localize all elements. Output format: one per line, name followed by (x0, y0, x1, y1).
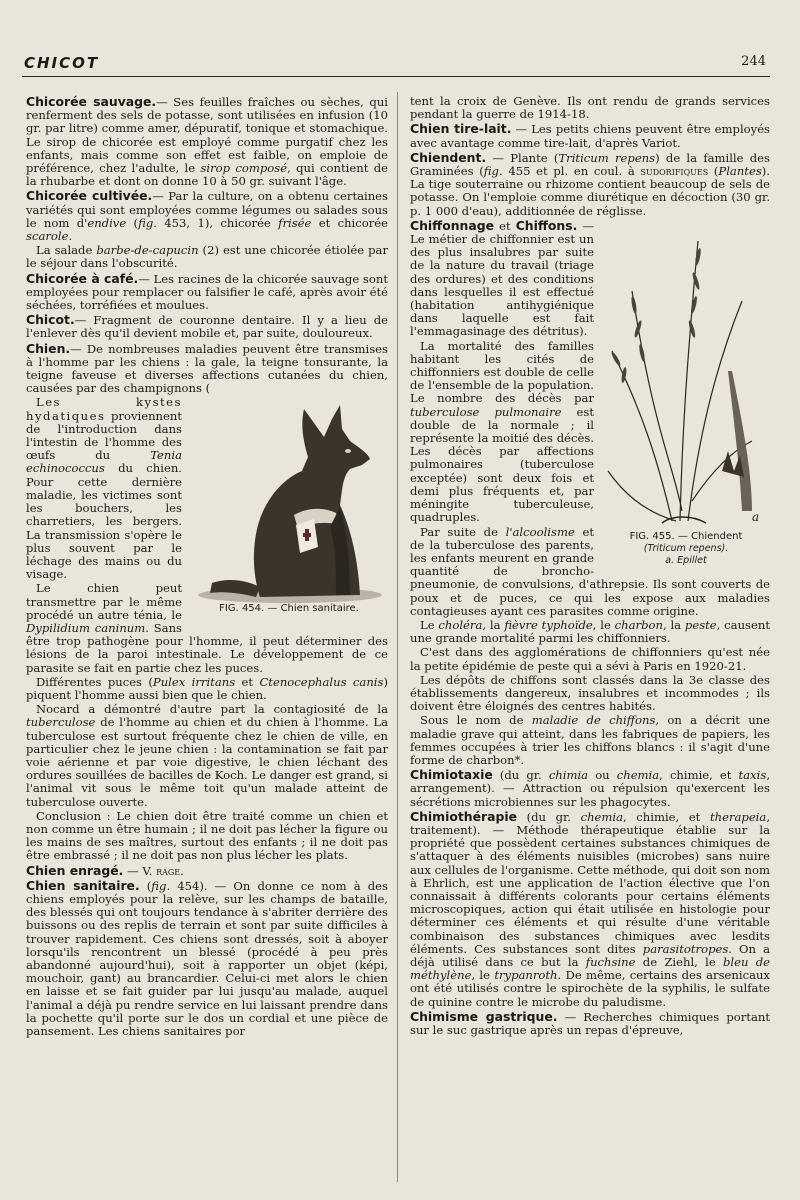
entry-chien-enrage: Chien enragé. — V. rage. (26, 862, 184, 878)
figure-label-a: a (752, 509, 760, 524)
plant-illustration (602, 221, 770, 531)
paragraph-continued: tent la croix de Genève. Ils ont rendu de grands services pendant la guerre de 1914-18. (410, 94, 770, 122)
entry-chicoree-sauvage: Chicorée sauvage.— Ses feuilles fraîches ou sèches, qui renferment des sels de potasse, sont utilisées en infusion (10 gr. par litre) comme amer, dépuratif, tonique et stomachique. Le sirop de chicorée est employé comme purgatif chez les enfants, mais comme son effet est faible, on emploie de préférence, chez l'adulte, le sirop composé, qui contient de la rhubarbe et dont on donne 10 à 50 gr. suivant l'âge. (26, 94, 388, 189)
paragraph-cholera: Le choléra, la fièvre typhoïde, le charbon, la peste, causent une grande mortalité parmi les chiffonniers. (410, 617, 770, 646)
entry-chimiotaxie: Chimiotaxie (du gr. chimia ou chemia, chimie, et taxis, arrangement). — Attraction ou répulsion qu'exercent les sécrétions microbiennes sur les phagocytes. (410, 767, 771, 809)
headword: Chien. (26, 340, 71, 356)
paragraph-tenia: Le chien peut transmettre par le même procédé un autre ténia, le Dypilidium caninum. Sans être trop pathogène pour l'homme, il peut déterminer des lésions de la paroi intestinale. Le développement de ce parasite se fait en partie chez les puces. (26, 581, 388, 675)
headword: Chien enragé. (26, 862, 124, 878)
entry-chiendent: Chiendent. — Plante (Triticum repens) de la famille des Graminées (fig. 455 et pl. en coul. à sudorifiques (Plantes). La tige souterraine ou rhizome contient beaucoup de sels de potasse. On l'emploie comme diurétique en décoction (30 gr. p. 1 000 d'eau), additionnée de réglisse. (410, 149, 770, 218)
headword: Chicorée sauvage. (26, 94, 157, 109)
paragraph-peste: C'est dans des agglomérations de chiffonniers qu'est née la petite épidémie de peste qui a sévi à Paris en 1920-21. (410, 645, 770, 673)
entry-chimiotherapie: Chimiothérapie (du gr. chemia, chimie, et therapeia, traitement). — Méthode thérapeutique établie sur la propriété que possèdent certaines substances chimiques de s'attaquer à des éléments nuisibles (microbes) sans nuire aux cellules de l'organisme. Cette méthode, qui doit son nom à Ehrlich, est une application de l'action élective que l'on connaissait à différents colorants pour certains éléments microscopiques, action qui était utilisée en histologie pour déterminer ces éléments et qui résulte d'une véritable combinaison des substances chimiques avec lesdits éléments. Ces substances sont dites parasitotropes. On a déjà utilisé dans ce but la fuchsine de Ziehl, le bleu de méthylène, le trypanroth. De même, certains des arsenicaux ont été utilisés contre le spirochète de la syphilis, le sulfate de quinine contre le microbe du paludisme. (410, 808, 770, 1009)
figure-455 (602, 221, 770, 569)
headword: Chicorée à café. (26, 270, 139, 286)
entry-chicoree-cultivee: Chicorée cultivée.— Par la culture, on a obtenu certaines variétés qui sont employées comme légumes ou salades sous le nom d'endive (fig. 453, 1), chicorée frisée et chicorée scarole. (26, 188, 389, 244)
headword: Chimisme gastrique. (410, 1008, 558, 1024)
entry-chien-sanitaire: Chien sanitaire. (fig. 454). — On donne ce nom à des chiens employés pour la relève, sur les champs de bataille, des blessés qui ont toujours tendance à s'abriter derrière des buissons ou des replis de terrain et sont par suite difficiles à trouver rapidement. Ces chiens sont dressés, soit à aboyer lorsqu'ils rencontrent un blessé (procédé à peu près abandonné aujourd'hui), soit à rapporter un objet (képi, mouchoir, gant) au brancardier. Celui-ci met alors le chien en laisse et se fait guider par lui jusqu'au malade, auquel l'animal a déjà pu rendre service en lui laissant prendre dans la pochette qu'il porte sur le dos un cordial et une pièce de pansement. Les chiens sanitaires por (26, 877, 388, 1039)
figure-454-caption: FIG. 454. — Chien sanitaire. (219, 603, 359, 615)
cross-reference[interactable]: sudorifiques (640, 164, 709, 179)
paragraph-depots: Les dépôts de chiffons sont classés dans la 3e classe des établissements dangereux, insalubres et incommodes ; ils doivent être éloignés des centres habités. (410, 672, 770, 714)
right-column (410, 95, 770, 1038)
headword: Chimiotaxie (410, 767, 493, 783)
entry-chimisme-gastrique: Chimisme gastrique. — Recherches chimiques portant sur le suc gastrique après un repas d'épreuve, (410, 1008, 770, 1038)
cross-reference[interactable]: rage (156, 863, 181, 878)
paragraph-nocard: Nocard a démontré d'autre part la contagiosité de la tuberculose de l'homme au chien et du chien à l'homme. La tuberculose est surtout fréquente chez le chien de ville, en particulier chez le jeune chien : la contamination se fait par voie aérienne et par voie digestive, le chien léchant des ordures souillées de bacilles de Koch. Le danger est grand, si l'animal vit sous le même toit qu'un malade atteint de tuberculose ouverte. (26, 702, 388, 809)
paragraph-puces: Différentes puces (Pulex irritans et Ctenocephalus canis) piquent l'homme aussi bien que le chien. (26, 674, 388, 702)
headword: Chiffons. (515, 217, 578, 233)
headword: Chiendent. (410, 149, 487, 165)
dog-illustration (190, 397, 388, 603)
header-rule (22, 76, 770, 77)
page-number: 244 (741, 54, 766, 69)
column-separator (397, 92, 398, 1182)
figure-455-caption-latin: (Triticum repens). (643, 542, 729, 554)
headword: Chien sanitaire. (26, 877, 140, 893)
headword: Chimiothérapie (410, 808, 517, 824)
paragraph-mortalite: La mortalité des familles habitant les cités de chiffonniers est double de celle de l'ensemble de la population. Le nombre des décès par tuberculose pulmonaire est double de la normale ; il représente la moitié des décès. Les décès par affections pulmonaires (tuberculose exceptée) sont deux fois et demi plus fréquents et, par méningite tuberculeuse, quadruples. (410, 338, 594, 525)
entry-chicoree-a-cafe: Chicorée à café.— Les racines de la chicorée sauvage sont employées pour remplacer ou falsifier le café, après avoir été séchées, torréfiées et moulues. (26, 270, 388, 313)
entry-chien-tire-lait: Chien tire-lait. — Les petits chiens peuvent être employés avec avantage comme tire-lait, d'après Variot. (410, 121, 771, 150)
running-head: CHICOT (24, 54, 100, 72)
headword: Chicot. (26, 312, 75, 328)
figure-455-subcaption: a. Epillet (665, 554, 707, 566)
entry-chiffonnage: Chiffonnage et Chiffons. — Le métier de chiffonnier est un des plus insalubres par suite de la nature du travail (triage des ordures) et des conditions dans lesquelles il est effectué (habitation antihygiénique dans laquelle est fait l'emmagasinage des détritus). (410, 217, 594, 339)
figure-454 (190, 397, 388, 619)
entry-chien: Chien.— De nombreuses maladies peuvent être transmises à l'homme par les chiens : la gale, la teigne tonsurante, la teigne faveuse et diverses affections cutanées du chien, causées par des champignons ( FIG. 454. — Chien sanitaire. (26, 342, 388, 396)
paragraph-maladie-chiffons: Sous le nom de maladie de chiffons, on a décrit une maladie grave qui atteint, dans les fabriques de papiers, les femmes occupées à trier les chiffons blancs : il s'agit d'une forme de charbon*. (410, 713, 771, 767)
paragraph-kystes: Les kystes hydatiques proviennent de l'introduction dans l'intestin de l'homme des œufs du Tenia echinococcus du chien. Pour cette dernière maladie, les victimes sont les bouchers, les charretiers, les bergers. La transmission s'opère le plus souvent par le léchage des mains ou du visage. (26, 395, 182, 582)
figure-455-caption: FIG. 455. — Chiendent (629, 530, 743, 542)
left-column (26, 95, 388, 1039)
headword: Chien tire-lait. (410, 121, 512, 137)
paragraph-conclusion: Conclusion : Le chien doit être traité comme un chien et non comme un être humain ; il ne doit pas lécher la figure ou les mains de ses maîtres, surtout des enfants ; il ne doit pas être embrassé ; il ne doit pas non plus lécher les plats. (26, 808, 388, 863)
paragraph-barbe-de-capucin: La salade barbe-de-capucin (2) est une chicorée étiolée par le séjour dans l'obscurité. (26, 243, 388, 271)
paragraph-alcoolisme: Par suite de l'alcoolisme et de la tuberculose des parents, les enfants meurent en grande quantité de broncho-pneumonie, de convulsions, d'athrepsie. Ils sont couverts de poux et de puces, ce qui les expose aux maladies contagieuses ayant ces parasites comme origine. (410, 524, 770, 618)
headword: Chiffonnage (410, 217, 494, 233)
entry-chicot: Chicot.— Fragment de couronne dentaire. Il y a lieu de l'enlever dès qu'il devient mobile et, par suite, douloureux. (26, 312, 388, 341)
headword: Chicorée cultivée. (26, 188, 153, 204)
